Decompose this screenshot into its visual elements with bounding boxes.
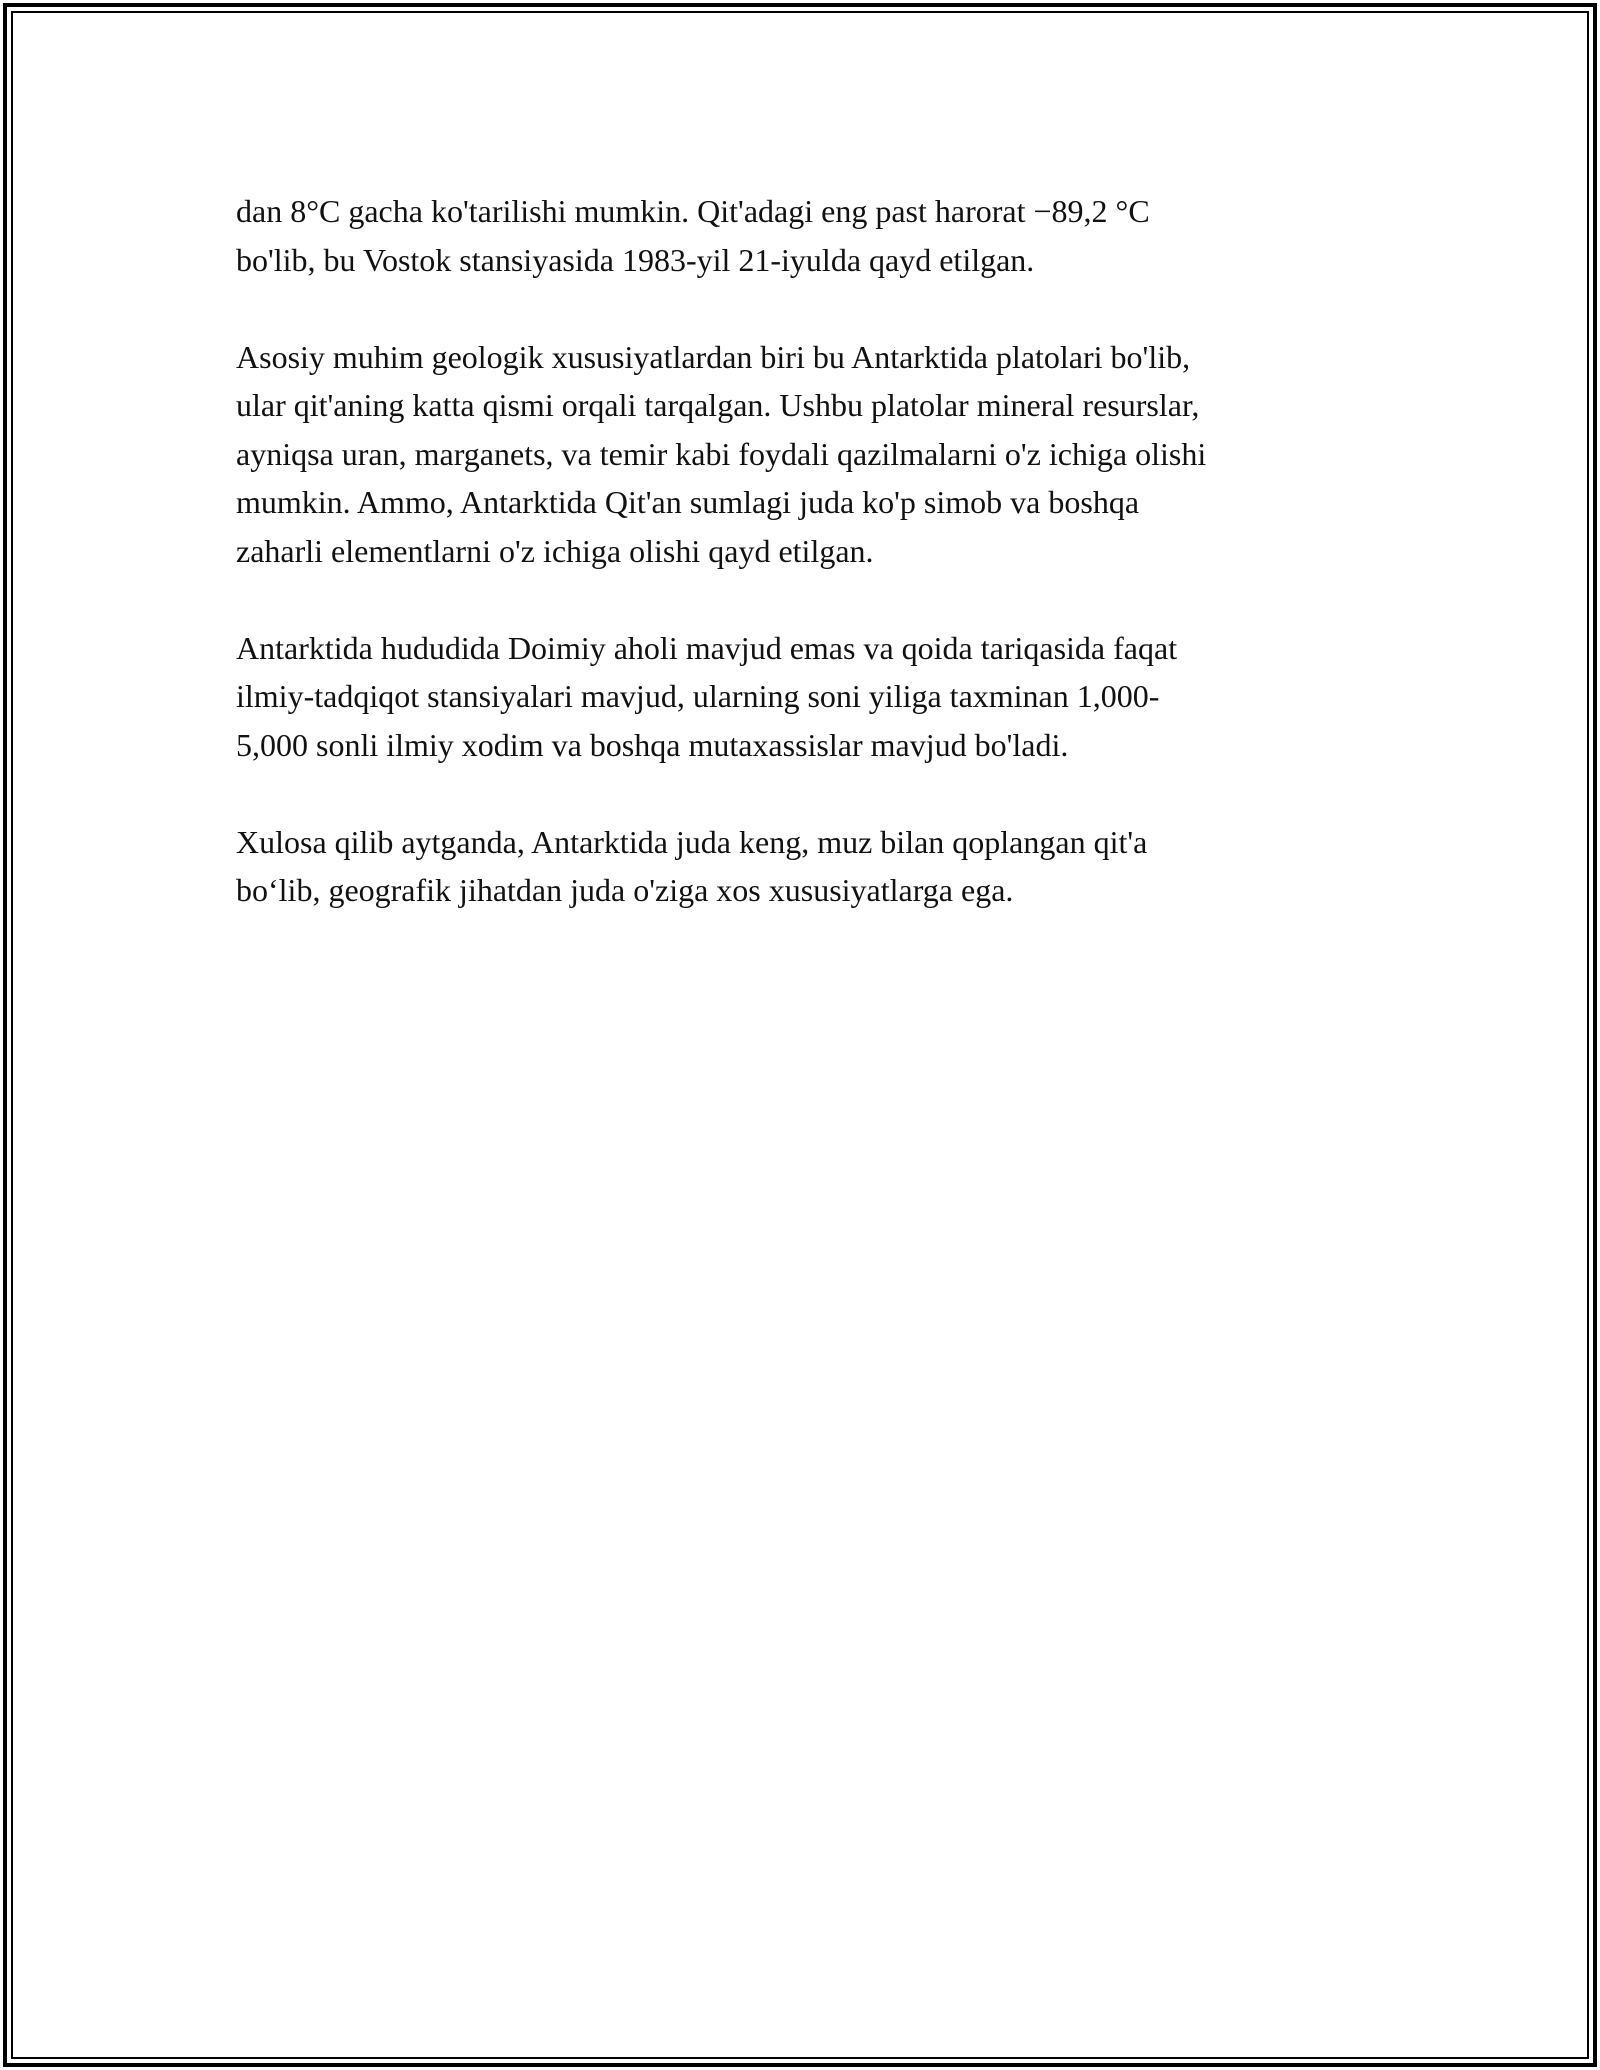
paragraph-geology: Asosiy muhim geologik xususiyatlardan biri bu Antarktida platolari bo'lib, ular qit'aning katta qismi orqali tarqalgan. Ushbu platolar mineral resurslar, ayniqsa uran, marganets, va temir kabi foydali qazilmalarni o'z ichiga olishi mumkin. Ammo, Antarktida Qit'an sumlagi juda ko'p simob va boshqa zaharli elementlarni o'z ichiga olishi qayd etilgan. <box>236 338 1207 569</box>
paragraph-population: Antarktida hududida Doimiy aholi mavjud emas va qoida tariqasida faqat ilmiy-tadqiqot stansiyalari mavjud, ularning soni yiliga taxminan 1,000- 5,000 sonli ilmiy xodim va boshqa mutaxassislar mavjud bo'ladi. <box>236 629 1178 763</box>
document-body <box>236 187 1366 963</box>
paragraph-temperature: dan 8°C gacha ko'tarilishi mumkin. Qit'adagi eng past harorat −89,2 °C bo'lib, bu Vostok stansiyasida 1983-yil 21-iyulda qayd etilgan. <box>236 193 1150 278</box>
paragraph-conclusion: Xulosa qilib aytganda, Antarktida juda keng, muz bilan qoplangan qit'a bo‘lib, geografik jihatdan juda o'ziga xos xususiyatlarga ega. <box>236 823 1148 908</box>
